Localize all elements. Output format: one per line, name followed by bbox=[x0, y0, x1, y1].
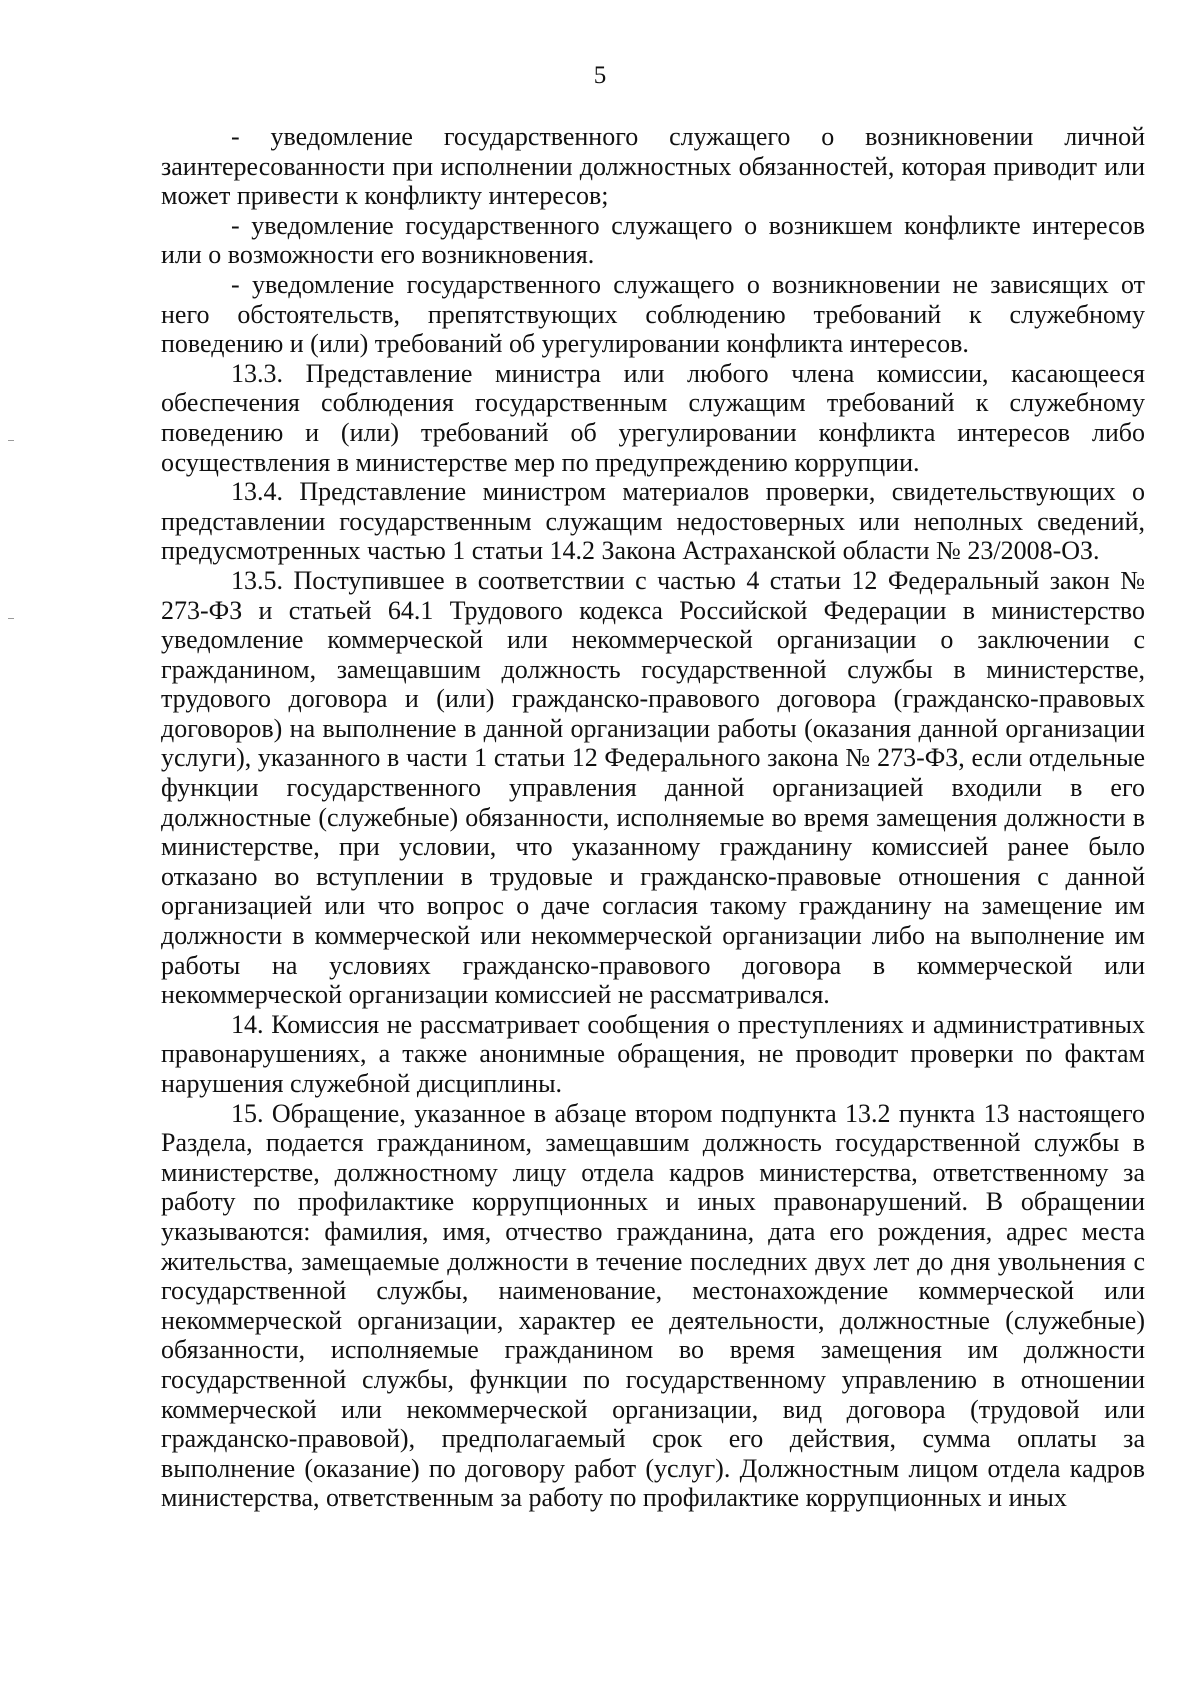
paragraph-13-4: 13.4. Представление министром материалов проверки, свидетельствующих о представлении государственным служащим недостоверных или неполных сведений, предусмотренных частью 1 статьи 14.2 Закона Астраханской области № 23/2008-ОЗ. bbox=[161, 477, 1145, 566]
paragraph-notice-circumstances: - уведомление государственного служащего о возникновении не зависящих от него обстоятельств, препятствующих соблюдению требований к служебному поведению и (или) требований об урегулировании конфликта интересов. bbox=[161, 269, 1145, 359]
paragraph-notice-conflict: - уведомление государственного служащего о возникшем конфликте интересов или о возможности его возникновения. bbox=[161, 210, 1145, 270]
paragraph-13-3: 13.3. Представление министра или любого члена комиссии, касающееся обеспечения соблюдения государственным служащим требований к служебному поведению и (или) требований об урегулировании конфликта интересов либо осуществления в министерстве мер по предупреждению коррупции. bbox=[161, 358, 1145, 477]
paragraph-notice-personal-interest: - уведомление государственного служащего о возникновении личной заинтересованности при исполнении должностных обязанностей, которая приводит или может привести к конфликту интересов; bbox=[161, 122, 1145, 211]
document-body bbox=[161, 122, 1145, 1513]
paragraph-14: 14. Комиссия не рассматривает сообщения о преступлениях и административных правонарушениях, а также анонимные обращения, не проводит проверки по фактам нарушения служебной дисциплины. bbox=[161, 1009, 1145, 1098]
paragraph-13-5: 13.5. Поступившее в соответствии с частью 4 статьи 12 Федеральный закон № 273-ФЗ и статьей 64.1 Трудового кодекса Российской Федерации в министерство уведомление коммерческой или некоммерческой организации о заключении с гражданином, замещавшим должность государственной службы в министерстве, трудового договора и (или) гражданско-правового договора (гражданско-правовых договоров) на выполнение в данной организации работы (оказания данной организации услуги), указанного в части 1 статьи 12 Федерального закона № 273-ФЗ, если отдельные функции государственного управления данной организацией входили в его должностные (служебные) обязанности, исполняемые во время замещения должности в министерстве, при условии, что указанному гражданину комиссией ранее было отказано во вступлении в трудовые и гражданско-правовые отношения с данной организацией или что вопрос о даче согласия такому гражданину на замещение им должности в коммерческой или некоммерческой организации либо на выполнение им работы на условиях гражданско-правового договора в коммерческой или некоммерческой организации комиссией не рассматривался. bbox=[161, 565, 1145, 1010]
scan-margin-mark bbox=[8, 618, 14, 619]
paragraph-15: 15. Обращение, указанное в абзаце втором подпункта 13.2 пункта 13 настоящего Раздела, подается гражданином, замещавшим должность государственной службы в министерстве, должностному лицу отдела кадров министерства, ответственному за работу по профилактике коррупционных и иных правонарушений. В обращении указываются: фамилия, имя, отчество гражданина, дата его рождения, адрес места жительства, замещаемые должности в течение последних двух лет до дня увольнения с государственной службы, наименование, местонахождение коммерческой или некоммерческой организации, характер ее деятельности, должностные (служебные) обязанности, исполняемые гражданином во время замещения им должности государственной службы, функции по государственному управлению в отношении коммерческой или некоммерческой организации, вид договора (трудовой или гражданско-правовой), предполагаемый срок его действия, сумма оплаты за выполнение (оказание) по договору работ (услуг). Должностным лицом отдела кадров министерства, ответственным за работу по профилактике коррупционных и иных bbox=[161, 1098, 1145, 1513]
scan-margin-mark bbox=[8, 440, 14, 441]
page-number: 5 bbox=[593, 62, 607, 89]
